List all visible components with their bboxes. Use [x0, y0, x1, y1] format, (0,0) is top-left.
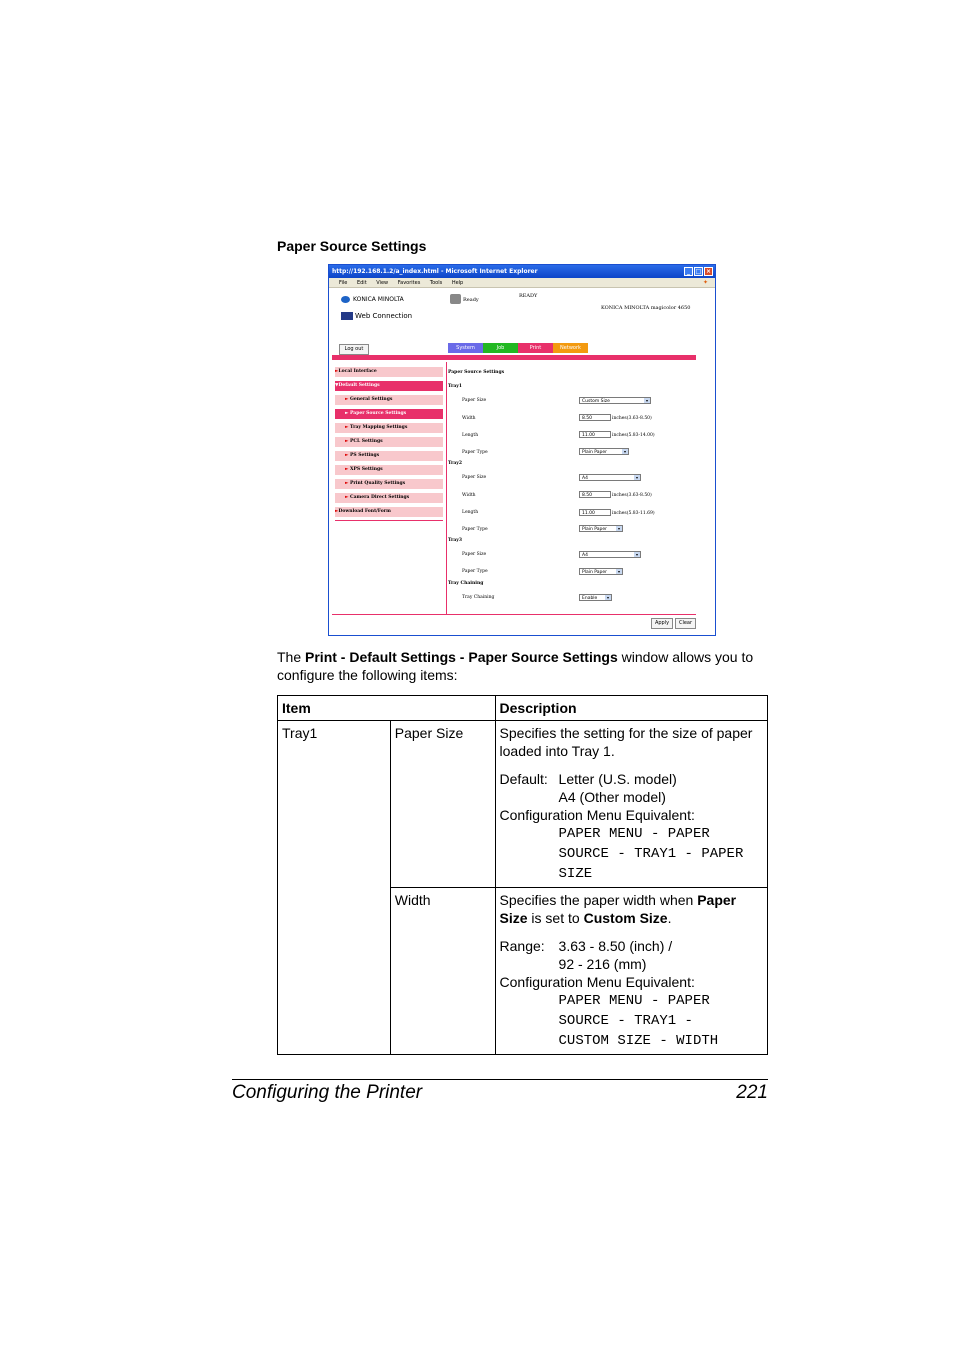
footer-rule: [232, 1079, 768, 1080]
t3-paper-type-label: Paper Type: [462, 569, 488, 574]
sidebar-item-tray-mapping-settings[interactable]: ► Tray Mapping Settings: [335, 423, 443, 433]
t2-paper-size-label: Paper Size: [462, 475, 487, 480]
sidebar-item-general-settings[interactable]: ► General Settings: [335, 395, 443, 405]
t1-length-unit: inches(5.83-14.00): [612, 433, 655, 438]
t1-width-label: Width: [462, 416, 476, 421]
sidebar-bottom-line: [335, 520, 443, 521]
menu-edit[interactable]: Edit: [356, 280, 367, 286]
chevron-down-icon: ▾: [617, 569, 620, 574]
tray-chaining-heading: Tray Chaining: [448, 581, 484, 586]
apply-button[interactable]: Apply: [651, 618, 673, 629]
printer-model: KONICA MINOLTA magicolor 4650: [601, 305, 691, 311]
windows-logo-icon: ✦: [703, 279, 709, 286]
window-titlebar: [329, 265, 715, 278]
chevron-down-icon: ▾: [635, 475, 638, 480]
tray-chaining-select[interactable]: Enable ▾: [579, 594, 612, 601]
subitem-paper-size: Paper Size: [390, 721, 495, 888]
maximize-icon[interactable]: □: [695, 268, 702, 275]
t1-paper-size-label: Paper Size: [462, 398, 487, 403]
t1-paper-size-select[interactable]: Custom Size ▾: [579, 397, 651, 404]
sidebar-item-download-font-form[interactable]: ►Download Font/Form: [335, 507, 443, 517]
pagescope-icon: [341, 312, 353, 320]
chevron-down-icon: ▾: [606, 595, 609, 600]
chevron-down-icon: ▾: [635, 552, 638, 557]
t3-paper-size-select[interactable]: A4 ▾: [579, 551, 641, 558]
chevron-down-icon: ▾: [623, 449, 626, 454]
t2-width-input[interactable]: 8.50: [579, 491, 611, 498]
printer-status-icon: [450, 294, 461, 304]
sidebar-item-ps-settings[interactable]: ► PS Settings: [335, 451, 443, 461]
page-number: 221: [736, 1082, 768, 1103]
konica-minolta-logo: KONICA MINOLTA: [341, 296, 404, 303]
sidebar-item-paper-source-settings[interactable]: ► Paper Source Settings: [335, 409, 443, 419]
brand-globe-icon: [341, 296, 350, 303]
clear-button[interactable]: Clear: [675, 618, 696, 629]
tab-network[interactable]: Network: [553, 343, 588, 353]
tab-job[interactable]: Job: [483, 343, 518, 353]
menu-view[interactable]: View: [376, 280, 389, 286]
description-paper-size: Specifies the setting for the size of paper loaded into Tray 1. Default: Letter (U.S. model) A4 (Other model) Configuration Menu Equivalent: PAPER MENU - PAPER SOURCE - TRAY1 - PAPER SIZE: [495, 721, 767, 888]
logout-button[interactable]: Log out: [339, 344, 369, 355]
minimize-icon[interactable]: _: [684, 267, 693, 276]
tray-chaining-label: Tray Chaining: [462, 595, 495, 600]
browser-window-screenshot: [328, 264, 716, 636]
t2-paper-size-select[interactable]: A4 ▾: [579, 474, 641, 481]
sidebar-item-default-settings[interactable]: ▼Default Settings: [335, 381, 443, 391]
t3-paper-size-label: Paper Size: [462, 552, 487, 557]
chevron-down-icon: ▾: [645, 398, 648, 403]
t1-width-input[interactable]: 8.50: [579, 414, 611, 421]
t3-paper-type-select[interactable]: Plain Paper ▾: [579, 568, 623, 575]
status-ready-display: READY: [519, 293, 538, 299]
t2-paper-type-label: Paper Type: [462, 527, 488, 532]
sidebar-item-local-interface[interactable]: ►Local Interface: [335, 367, 443, 377]
sidebar-menu: [335, 367, 443, 521]
column-header-description: Description: [495, 696, 767, 721]
section-heading: Paper Source Settings: [277, 238, 427, 254]
tray2-heading: Tray2: [448, 461, 463, 466]
web-connection-logo: Web Connection: [341, 312, 412, 320]
sidebar-item-camera-direct-settings[interactable]: ► Camera Direct Settings: [335, 493, 443, 503]
sidebar-item-xps-settings[interactable]: ► XPS Settings: [335, 465, 443, 475]
main-tabs: [448, 343, 588, 353]
intro-paragraph: The Print - Default Settings - Paper Source Settings window allows you to configure the following items:: [277, 649, 754, 683]
menu-file[interactable]: File: [339, 280, 348, 286]
close-icon[interactable]: ×: [705, 268, 712, 275]
description-width: Specifies the paper width when Paper Size is set to Custom Size. Range: 3.63 - 8.50 (inch) / 92 - 216 (mm) Configuration Menu Equivalent: PAPER MENU - PAPER SOURCE - TRAY1 - CUSTOM SIZE - WIDTH: [495, 888, 767, 1055]
menu-bar: [329, 278, 715, 288]
form-bottom-line: [332, 614, 696, 615]
t1-length-input[interactable]: 11.00: [579, 431, 611, 438]
table-header-row: [278, 696, 768, 721]
menu-favorites[interactable]: Favorites: [397, 280, 421, 286]
sidebar-item-print-quality-settings[interactable]: ► Print Quality Settings: [335, 479, 443, 489]
t1-paper-type-label: Paper Type: [462, 450, 488, 455]
t2-paper-type-select[interactable]: Plain Paper ▾: [579, 525, 623, 532]
sidebar-item-pcl-settings[interactable]: ► PCL Settings: [335, 437, 443, 447]
t2-width-label: Width: [462, 493, 476, 498]
subitem-width: Width: [390, 888, 495, 1055]
tray3-heading: Tray3: [448, 538, 463, 543]
window-title: http://192.168.1.2/a_index.html - Microsoft Internet Explorer: [332, 268, 538, 275]
chevron-down-icon: ▾: [617, 526, 620, 531]
tray1-heading: Tray1: [448, 384, 463, 389]
form-title: Paper Source Settings: [448, 370, 505, 375]
menu-help[interactable]: Help: [451, 280, 464, 286]
status-ready: Ready: [463, 297, 479, 303]
vertical-divider: [446, 362, 447, 614]
tab-system[interactable]: System: [448, 343, 483, 353]
column-header-item: Item: [278, 696, 496, 721]
item-tray1: Tray1: [278, 721, 391, 1055]
t2-width-unit: inches(3.63-8.50): [612, 493, 652, 498]
t2-length-label: Length: [462, 510, 479, 515]
t2-length-unit: inches(5.83-11.69): [612, 511, 655, 516]
t1-paper-type-select[interactable]: Plain Paper ▾: [579, 448, 629, 455]
t2-length-input[interactable]: 11.00: [579, 509, 611, 516]
t1-width-unit: inches(3.63-8.50): [612, 416, 652, 421]
table-row: [278, 721, 768, 888]
tab-print[interactable]: Print: [518, 343, 553, 353]
t1-length-label: Length: [462, 433, 479, 438]
settings-table: [277, 695, 768, 1055]
header-divider: [332, 355, 696, 360]
footer-chapter-title: Configuring the Printer: [232, 1082, 423, 1103]
menu-tools[interactable]: Tools: [429, 280, 443, 286]
